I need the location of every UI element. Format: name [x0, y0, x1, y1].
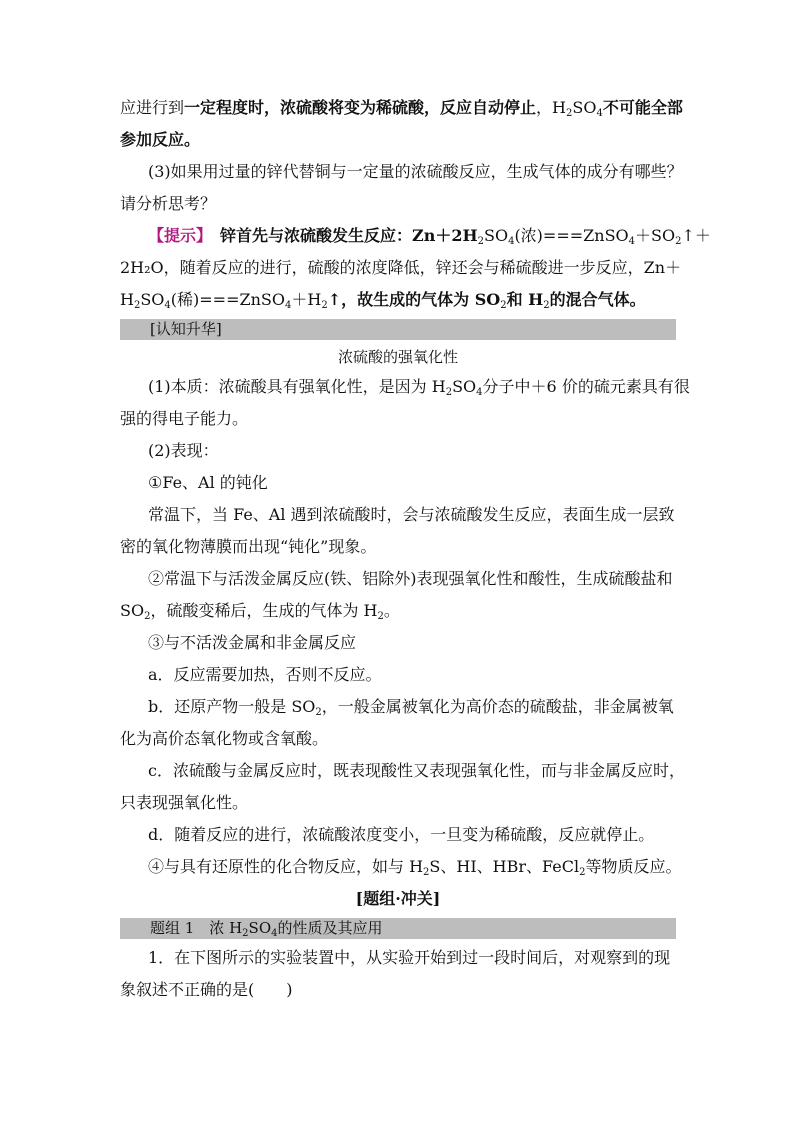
question-3-line: (3)如果用过量的锌代替铜与一定量的浓硫酸反应，生成气体的成分有哪些？	[148, 162, 683, 181]
item-2-line: $SO_2$，硫酸变稀后，生成的气体为 $H_2$。	[120, 601, 400, 622]
essence-line: (1)本质：浓硫酸具有强氧化性，是因为 $H_2SO_4$分子中＋6 价的硫元素具有很	[148, 377, 690, 398]
item-1-line: 常温下，当 Fe、Al 遇到浓硫酸时，会与浓硫酸发生反应，表面生成一层致	[148, 505, 675, 524]
document-page	[120, 92, 711, 1006]
question-3-line: 请分析思考？	[120, 194, 217, 213]
paragraph-line: 参加反应。	[120, 130, 201, 149]
practice-heading: [题组·冲关]	[355, 889, 441, 908]
hint-line: $H_2SO_4$(稀)$===ZnSO_4+H_2↑$，故生成的气体为 $SO_2$和 $H_2$的混合气体。	[120, 290, 646, 311]
item-3-c: c．浓硫酸与金属反应时，既表现酸性又表现强氧化性，而与非金属反应时，	[148, 761, 685, 780]
item-3-b: b．还原产物一般是 $SO_2$，一般金属被氧化为高价态的硫酸盐，非金属被氧	[148, 697, 674, 718]
hint-line: 【提示】 锌首先与浓硫酸发生反应：$Zn+2H_2SO_4$(浓)$===ZnSO_4+SO_2↑+$	[148, 226, 711, 247]
performance-heading: (2)表现：	[148, 441, 219, 460]
hint-line: 2H₂O，随着反应的进行，硫酸的浓度降低，锌还会与稀硫酸进一步反应，Zn＋	[120, 258, 682, 277]
item-3-c: 只表现强氧化性。	[120, 793, 249, 812]
question-1-line: 1．在下图所示的实验装置中，从实验开始到过一段时间后，对观察到的现	[148, 948, 671, 967]
essence-line: 强的得电子能力。	[120, 409, 249, 428]
item-1-heading: ①Fe、Al 的钝化	[148, 473, 268, 492]
item-1-line: 密的氧化物薄膜而出现“钝化”现象。	[120, 537, 377, 556]
section-bar-cognition: [认知升华]	[120, 319, 676, 340]
item-3-a: a．反应需要加热，否则不反应。	[148, 665, 382, 684]
item-3-d: d．随着反应的进行，浓硫酸浓度变小，一旦变为稀硫酸，反应就停止。	[148, 825, 655, 844]
item-3-b: 化为高价态氧化物或含氧酸。	[120, 729, 329, 748]
section-title: 浓硫酸的强氧化性	[337, 348, 458, 366]
item-3-heading: ③与不活泼金属和非金属反应	[148, 633, 357, 652]
section-bar-group-1: 题组 1 浓 $H_2SO_4$的性质及其应用	[120, 918, 676, 939]
paragraph-line: 应进行到一定程度时，浓硫酸将变为稀硫酸，反应自动停止，$H_2SO_4$不可能全部	[120, 98, 683, 119]
item-2-line: ②常温下与活泼金属反应(铁、铝除外)表现强氧化性和酸性，生成硫酸盐和	[148, 569, 673, 588]
question-1-line: 象叙述不正确的是( )	[120, 980, 293, 999]
hint-label: 【提示】	[148, 226, 205, 245]
item-4-line: ④与具有还原性的化合物反应，如与 $H_2S$、HI、HBr、FeCl$_2$等物质反应。	[148, 857, 682, 878]
